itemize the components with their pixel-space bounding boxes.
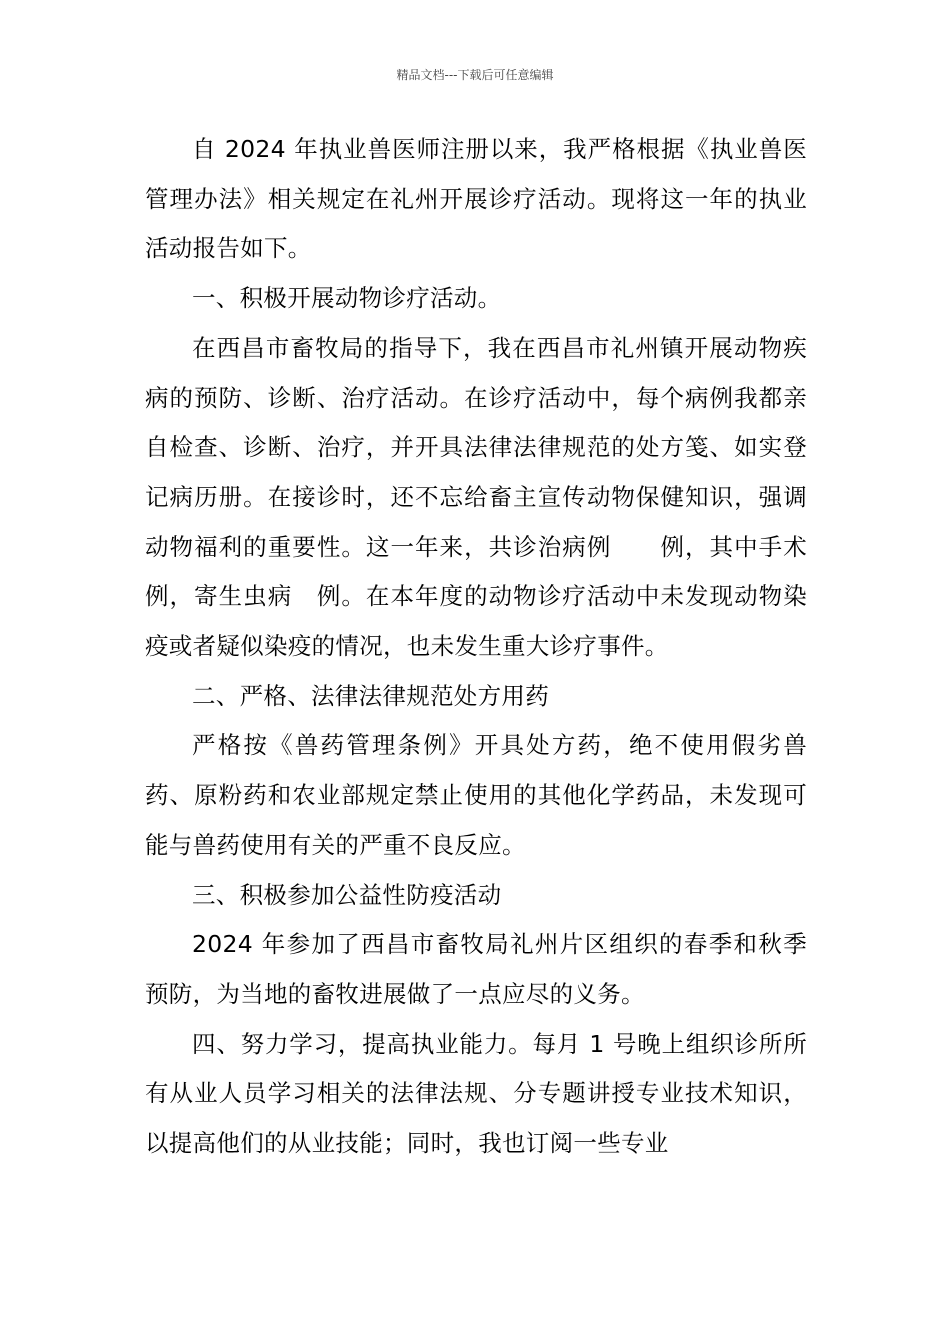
intro-paragraph: 自 2024 年执业兽医师注册以来，我严格根据《执业兽医管理办法》相关规定在礼州开展诊疗活动。现将这一年的执业活动报告如下。	[145, 135, 807, 263]
section-heading-2: 二、严格、法律法律规范处方用药	[192, 681, 549, 710]
section-1-paragraph: 在西昌市畜牧局的指导下，我在西昌市礼州镇开展动物疾病的预防、诊断、治疗活动。在诊疗活动中，每个病例我都亲自检查、诊断、治疗，并开具法律法律规范的处方笺、如实登记病历册。在接诊时，还不忘给畜主宣传动物保健知识，强调动物福利的重要性。这一年来，共诊治病例 例，其中手术 例，寄生虫病 例。在本年度的动物诊疗活动中未发现动物染疫或者疑似染疫的情况，也未发生重大诊疗事件。	[145, 333, 831, 661]
section-heading-3: 三、积极参加公益性防疫活动	[192, 880, 502, 909]
section-3-paragraph: 2024 年参加了西昌市畜牧局礼州片区组织的春季和秋季预防，为当地的畜牧进展做了一点应尽的义务。	[145, 930, 807, 1008]
document-body	[145, 125, 831, 1169]
page-header: 精品文档---下载后可任意编辑	[396, 68, 554, 82]
section-heading-1: 一、积极开展动物诊疗活动。	[192, 284, 502, 313]
section-4-paragraph: 四、努力学习，提高执业能力。每月 1 号晚上组织诊所所有从业人员学习相关的法律法规、分专题讲授专业技术知识，以提高他们的从业技能；同时，我也订阅一些专业	[145, 1029, 807, 1158]
section-2-paragraph: 严格按《兽药管理条例》开具处方药，绝不使用假劣兽药、原粉药和农业部规定禁止使用的其他化学药品，未发现可能与兽药使用有关的严重不良反应。	[145, 731, 807, 859]
